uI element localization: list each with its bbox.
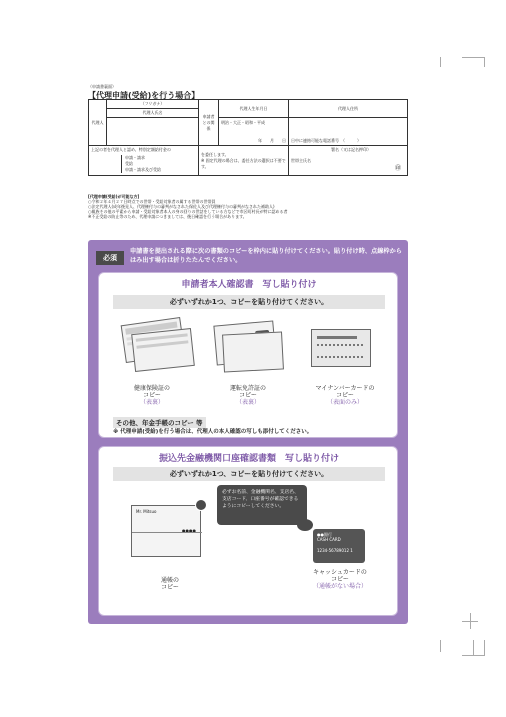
notes-title: [代理申請(受給)が可能な方] bbox=[88, 194, 140, 199]
required-instructions: 申請書を提出される際に次の書類のコピーを枠内に貼り付けてください。貼り付け時、点線枠からはみ出す場合は折りたたんでください。 bbox=[130, 248, 402, 264]
agent-name-label: 代理人氏名 bbox=[107, 109, 199, 118]
tel-label: 日中に連絡可能な電話番号 （ ） bbox=[291, 137, 361, 143]
passbook-image bbox=[131, 505, 201, 557]
note-line: ○令和２年４月２７日時点での世帯・受給対象者の属する世帯の世帯員 bbox=[88, 199, 216, 204]
identity-panel bbox=[98, 272, 398, 438]
agent-id-note: ※ 代理申請(受給)を行う場合は、代理人の本人確認の写しも添付してください。 bbox=[113, 429, 313, 435]
bubble-tail bbox=[297, 519, 313, 531]
delegate-suffix: を委任します。 bbox=[201, 151, 229, 157]
required-badge: 必須 bbox=[96, 251, 124, 265]
dob-field[interactable] bbox=[219, 118, 289, 146]
address-label: 代理人住所 bbox=[289, 100, 408, 118]
dob-label: 代理人生年月日 bbox=[219, 100, 289, 118]
caption-note: （表面のみ） bbox=[326, 399, 363, 406]
furigana-label: （フリガナ） bbox=[107, 100, 199, 109]
caption-note: （通帳がない場合） bbox=[312, 583, 367, 590]
agent-label: 代理人 bbox=[89, 100, 107, 146]
agent-name-field[interactable] bbox=[107, 118, 199, 146]
note-line: ※不正受給の防止等のため、代理申請につきましては、後日確認を行う場合があります。 bbox=[88, 214, 247, 219]
card-number: 1234-56789012 1 bbox=[317, 548, 353, 553]
license-back-image bbox=[222, 331, 284, 372]
seal-mark: ㊞ bbox=[394, 165, 401, 172]
caption-line: コピー bbox=[331, 576, 349, 583]
cash-caption bbox=[295, 569, 385, 590]
bank-panel bbox=[98, 446, 398, 616]
caption-line: コピー bbox=[161, 584, 179, 591]
passbook-name: Mr. Mitsuo bbox=[136, 509, 157, 514]
identity-title: 申請者本人確認書 写し貼り付け bbox=[181, 280, 317, 290]
era-options: 明治・大正・昭和・平成 bbox=[221, 119, 265, 125]
caption-line: 健康保険証の bbox=[133, 385, 170, 392]
caption-note: （表裏） bbox=[139, 399, 164, 406]
passbook-bank: ●●●● bbox=[182, 528, 196, 533]
mynumber-caption bbox=[295, 385, 395, 406]
caption-line: マイナンバーカードの bbox=[315, 385, 375, 392]
date-field: 年 月 日 bbox=[258, 137, 286, 143]
pointer-dot bbox=[195, 499, 207, 511]
other-documents: その他、年金手帳のコピー 等 bbox=[113, 417, 206, 428]
crop-mark-top-right bbox=[462, 57, 484, 58]
crop-mark-register-v bbox=[470, 613, 471, 629]
crop-mark-p bbox=[473, 640, 474, 655]
sign-label: 署名（又は記名押印） bbox=[331, 147, 371, 152]
delegate-cell bbox=[89, 146, 199, 176]
bank-band: 必ずいずれか1つ、コピーを貼り付けてください。 bbox=[113, 467, 385, 481]
address-field[interactable] bbox=[289, 118, 408, 146]
caption-note: （表裏） bbox=[235, 399, 260, 406]
license-caption bbox=[203, 385, 293, 406]
caption-line: 運転免許証の bbox=[229, 385, 266, 392]
section-title: 【代理申請(受給)を行う場合】 bbox=[88, 91, 200, 100]
agent-notes bbox=[88, 194, 408, 219]
card-type: CASH CARD bbox=[317, 537, 341, 542]
attachment-area bbox=[88, 240, 408, 624]
document-sheet bbox=[88, 84, 408, 624]
bank-title: 振込先金融機関口座確認書類 写し貼り付け bbox=[158, 454, 339, 464]
delegate-text: 上記の者を代理人と認め、特別定額給付金の bbox=[91, 147, 171, 152]
caption-line: 通帳の bbox=[160, 577, 179, 584]
info-bubble: 必ずお名前、金融機関名、支店名、支店コード、口座番号が確認できるようにコピーしてください。 bbox=[217, 485, 307, 525]
crop-mark-bottom-right-v bbox=[484, 640, 485, 656]
option-request[interactable]: 申請・請求 bbox=[125, 155, 145, 160]
note-line: ○親族その他の平素から申請・受給対象者本人の身の回りの世話をしている方などで市区町村長が特に認める者 bbox=[88, 209, 288, 214]
crop-mark-top-right-v bbox=[484, 57, 485, 67]
caption-line: コピー bbox=[143, 392, 161, 399]
option-both[interactable]: 申請・請求及び受給 bbox=[125, 167, 161, 172]
caption-line: コピー bbox=[239, 392, 257, 399]
agent-form-table bbox=[88, 99, 408, 176]
applicant-cell[interactable] bbox=[289, 146, 408, 176]
mynumber-card-image bbox=[311, 329, 371, 367]
card-bank-name: ●●銀行 bbox=[317, 532, 332, 537]
caption-line: キャッシュカードの bbox=[313, 569, 367, 576]
cash-card-image bbox=[313, 529, 365, 563]
health-caption bbox=[107, 385, 197, 406]
crop-mark-top bbox=[440, 57, 441, 67]
relation-label: 申請者との関係 bbox=[199, 100, 219, 146]
crop-mark-bottom-right bbox=[462, 655, 484, 656]
applicant-label: 世帯主氏名 bbox=[291, 157, 311, 163]
delegate-note: ※ 固定代理の場合は、委任方法の選択は不要です。 bbox=[201, 157, 286, 169]
delegate-suffix-cell bbox=[199, 146, 289, 176]
note-line: ○法定代理人(成年後見人、代理権付与の審判がなされた保佐人及び代理権付与の審判がなされた補助人) bbox=[88, 204, 275, 209]
caption-line: コピー bbox=[336, 392, 354, 399]
header-label: （申請書裏面） bbox=[88, 84, 116, 89]
option-receive[interactable]: 受給 bbox=[125, 161, 133, 166]
delegate-options bbox=[121, 155, 196, 173]
health-card-back-image bbox=[131, 328, 195, 372]
crop-mark-bottom bbox=[440, 640, 441, 652]
identity-band: 必ずいずれか1つ、コピーを貼り付けてください。 bbox=[113, 295, 385, 309]
passbook-caption bbox=[135, 577, 205, 591]
